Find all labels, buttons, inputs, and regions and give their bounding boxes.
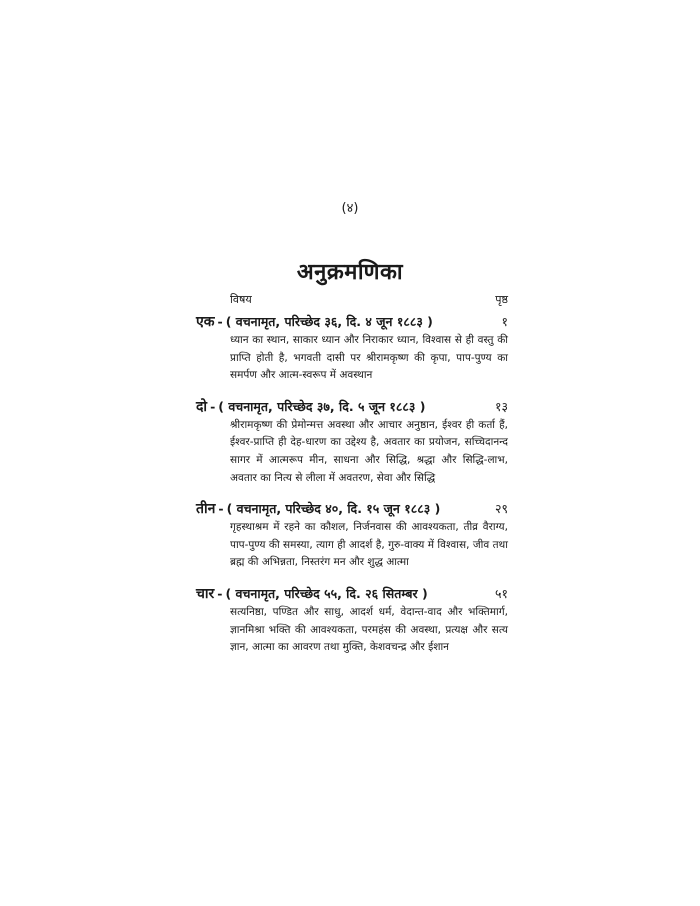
page-number: (४) — [341, 201, 359, 216]
entry-label: चार — [196, 585, 215, 602]
entry-heading — [196, 397, 508, 417]
page-column-header: पृष्ठ — [495, 293, 508, 306]
entry-dash: - — [218, 501, 224, 517]
entry-page-number: १३ — [494, 398, 508, 414]
entry-description: ध्यान का स्थान, साकार ध्यान और निराकार ध्यान, विश्वास से ही वस्तु की प्राप्ति होती है, भगवती दासी पर श्रीरामकृष्ण की कृपा, पाप-पुण्य का समर्पण और आत्म-स्वरूप में अवस्थान — [230, 334, 508, 382]
entry-description: श्रीरामकृष्ण की प्रेमोन्मत्त अवस्था और आचार अनुष्ठान, ईश्वर ही कर्ता हैं, ईश्वर-प्राप्ति ही देह-धारण का उद्देश्य है, अवतार का प्रयोजन, सच्चिदानन्द सागर में आत्मरूप मीन, साधना और सिद्धि, श्रद्धा और सिद्धि-लाभ, अवतार का नित्य से लीला में अवतरण, सेवा और सिद्धि — [230, 418, 508, 484]
contents-entry — [196, 499, 508, 572]
contents-entry — [196, 312, 508, 385]
entry-heading — [196, 499, 508, 519]
entry-description: सत्यनिष्ठा, पण्डित और साधु, आदर्श धर्म, वेदान्त-वाद और भक्तिमार्ग, ज्ञानमिश्रा भक्ति की आवश्यकता, परमहंस की अवस्था, प्रत्यक्ष और सत्य ज्ञान, आत्मा का आवरण तथा मुक्ति, केशवचन्द्र और ईशान — [230, 605, 508, 654]
entry-reference: ( वचनामृत, परिच्छेद ५५, दि. २६ सितम्बर ) — [225, 585, 428, 601]
entry-reference: ( वचनामृत, परिच्छेद ४०, दि. १५ जून १८८३ ) — [226, 501, 441, 517]
entry-page-number: ५१ — [494, 585, 508, 601]
entry-dash: - — [217, 314, 223, 329]
entry-label: दो — [196, 398, 208, 415]
entry-label: एक — [196, 314, 215, 330]
entry-dash: - — [217, 585, 223, 601]
contents-list — [196, 312, 508, 669]
entry-heading — [196, 584, 508, 604]
entry-description: गृहस्थाश्रम में रहने का कौशल, निर्जनवास की आवश्यकता, तीव्र वैराग्य, पाप-पुण्य की समस्या, त्याग ही आदर्श है, गुरु-वाक्य में विश्वास, जीव तथा ब्रह्म की अभिन्नता, निस्तरंग मन और शुद्ध आत्मा — [230, 521, 508, 569]
subject-column-header: विषय — [230, 293, 252, 306]
entry-heading — [196, 312, 508, 332]
entry-reference: ( वचनामृत, परिच्छेद ३६, दि. ४ जून १८८३ ) — [225, 314, 433, 329]
entry-reference: ( वचनामृत, परिच्छेद ३७, दि. ५ जून १८८३ ) — [218, 398, 426, 414]
entry-label: तीन — [196, 501, 216, 518]
contents-entry — [196, 397, 508, 487]
entry-dash: - — [210, 398, 216, 414]
contents-entry — [196, 584, 508, 657]
entry-page-number: १ — [501, 314, 508, 329]
entry-page-number: २९ — [494, 501, 508, 517]
page-title: अनुक्रमणिका — [296, 260, 404, 285]
